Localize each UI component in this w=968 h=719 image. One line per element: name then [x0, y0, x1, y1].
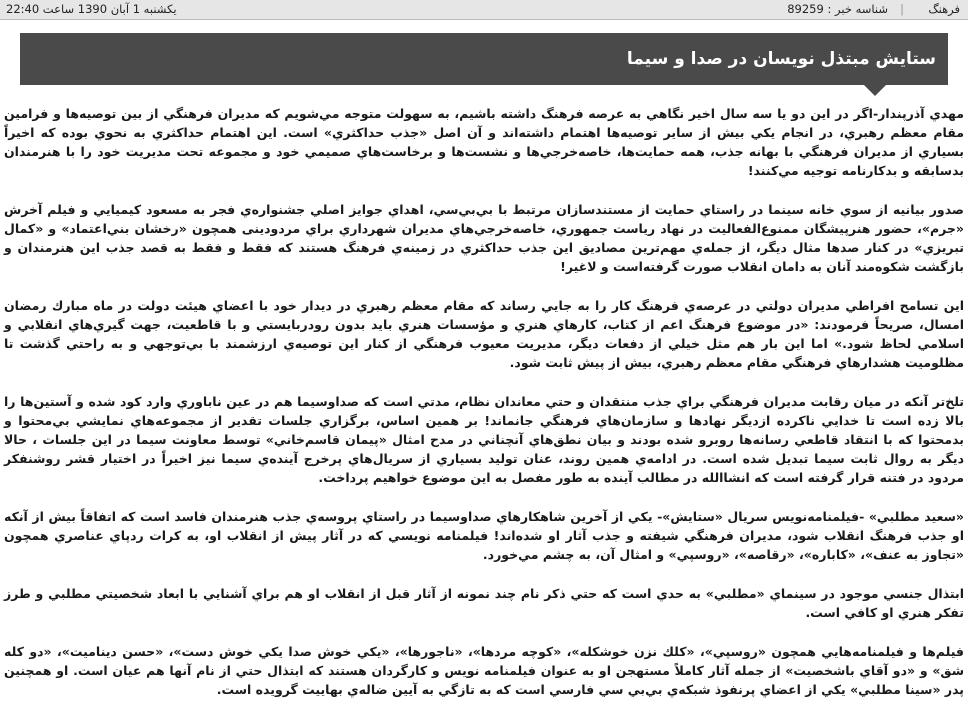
top-info-bar — [0, 0, 968, 20]
paragraph: فيلم‌ها و فيلمنامه‌هايي همچون «روسپي»، «كلك نزن خوشكله»، «كوچه مردها»، «ناجورها»، «يكي خوش صدا يكي خوش دست»، «حسن ديناميت»، «دو كله شق» و «دو آقاي باشخصيت» از جمله آثار كاملاً مستهجن او به عنوان فيلمنامه نويس و كارگردان هستند كه ابتذال حتي از نام آنها هم عيان است. او همچنين پدر «سينا مطلبي» يكي از اعضاي پرنفوذ شبكه‌ي بي‌بي سي فارسي است كه به تازگي به آيين ضاله‌ي بهاييت گرويده است. — [4, 644, 964, 697]
paragraph: صدور بيانيه از سوي خانه سينما در راستاي حمايت از مستندسازان مرتبط با بي‌بي‌سي، اهداي جوايز اصلي جشنواره‌ي فجر به مسعود كيميايي و فيلم آخرش «جرم»، حضور هنرپيشگان ممنوع‌الفعاليت در نهاد رياست جمهوري، خاصه‌خرجي‌هاي مديران شهرداري براي مردودينی همچون «رخشان بني‌اعتماد» و «كمال تبريزي» در كنار صدها مثال ديگر، از جمله‌ي مهم‌ترين مصاديق اين جذب حداكثري در زمينه‌ي فرهنگ هستند كه فقط و فقط به قصد جذب اين هنرمندان و بازگشت شكوه‌مند آنان به دامان انقلاب صورت گرفته‌است و لاغير! — [4, 202, 964, 274]
category-label[interactable]: فرهنگ — [928, 2, 960, 16]
paragraph: «سعيد مطلبي» -فيلمنامه‌نويس سريال «ستايش»- يكي از آخرين شاهكارهاي صداوسيما در راستاي پروسه‌ي جذب هنرمندان فاسد است كه اتفاقاً بيش از آنكه او جذب فرهنگ انقلاب شود، مديران فرهنگي شيفته و جذب آثار او شده‌اند! فيلمنامه نويسي كه در آثار پيش از انقلاب او، به كرات ردپاي عناصري همچون «تجاوز به عنف»، «كاباره»، «رقاصه»، «روسپي» و امثال آن، به چشم مي‌خورد. — [4, 509, 964, 562]
publish-date: يكشنبه 1 آبان 1390 ساعت 22:40 — [6, 2, 177, 16]
paragraph: تلخ‌تر آنكه در ميان رقابت مديران فرهنگي براي جذب منتقدان و حتي معاندان نظام، مدتي است كه صداوسيما هم در عين ناباوري وارد كود شده و آستين‌ها را بالا زده است تا خدايي ناكرده ازديگر نهادها و سازمان‌هاي فرهنگي جانماند! بر همين اساس، برگزاري جلسات تقدير از مجموعه‌هاي نمايشي بي‌محتوا و بدمحتوا كه با انتقاد قاطعي رسانه‌ها روبرو شده بودند و بيان نطق‌هاي آنچناني در مدح امثال «پيمان قاسم‌خاني» توسط معاونت سيما در اين جلسات ، حالا ديگر به روال ثابت سيما تبديل شده است. در ادامه‌ي همين روند، عنان توليد بسياري از سريال‌هاي پرخرج آينده‌ي سيما نيز اخيراً در اختيار قشر روشنفكر مردود در فتنه قرار گرفته است كه انشاالله در مطالب آينده به طور مفصل به اين موضوع خواهيم پرداخت. — [4, 394, 964, 485]
paragraph: مهدي آذرپندار-اگر در اين دو يا سه سال اخير نگاهي به عرصه فرهنگ داشته باشيم، به سهولت متوجه مي‌شويم كه مديران فرهنگي از بين توصيه‌ها و فرامين مقام معظم رهبري، در انجام يكي بيش از ساير توصيه‌ها اهتمام داشته‌اند و آن اصل «جذب حداكثري» است. اين اهتمام حداكثري به نحوي بوده كه اخيراً بسياري از مديران فرهنگي با بهانه جذب، همه حمايت‌ها، خاصه‌خرجي‌ها و نشست‌ها و برخاست‌هاي صميمي خود و مجموعه تحت مديريت خود را با هنرمندان بدسابقه و بدكارنامه توجيه مي‌كنند! — [4, 106, 964, 178]
paragraph: ابتذال جنسي موجود در سينماي «مطلبي» به حدي است كه حتي ذكر نام چند نمونه از آثار قبل از انقلاب او هم براي آشنايي با ابعاد شخصيتي مطلبي و طرز تفكر هنري او كافي است. — [4, 586, 964, 620]
title-banner — [20, 33, 948, 85]
page-title: ستايش مبتذل نويسان در صدا و سيما — [626, 49, 936, 69]
news-id: شناسه خبر : 89259 — [787, 2, 888, 16]
article-body — [4, 104, 964, 719]
separator: | — [900, 2, 904, 16]
paragraph: اين تسامح افراطي مديران دولتي در عرصه‌ي فرهنگ كار را به جايي رساند كه مقام معظم رهبري در ديدار خود با اعضاي هيئت دولت در ماه مبارك رمضان امسال، صريحاً فرمودند: «در موضوع فرهنگ اعم از كتاب، كارهاي هنري و مؤسسات هنري بايد بدون رودربايستي و با قاطعيت، جهت گيري‌هاي انقلابي و اسلامي لحاظ شود.» اما اين بار هم مثل خيلي از دفعات ديگر، مديريت معيوب فرهنگي از كنار اين توصيه‌ي ارزشمند با بي‌توجهي و به راحتي گذشت تا مظلوميت هشدارهاي فرهنگي مقام معظم رهبري، بيش از پيش ثابت شود. — [4, 298, 964, 370]
title-pointer — [864, 85, 886, 96]
